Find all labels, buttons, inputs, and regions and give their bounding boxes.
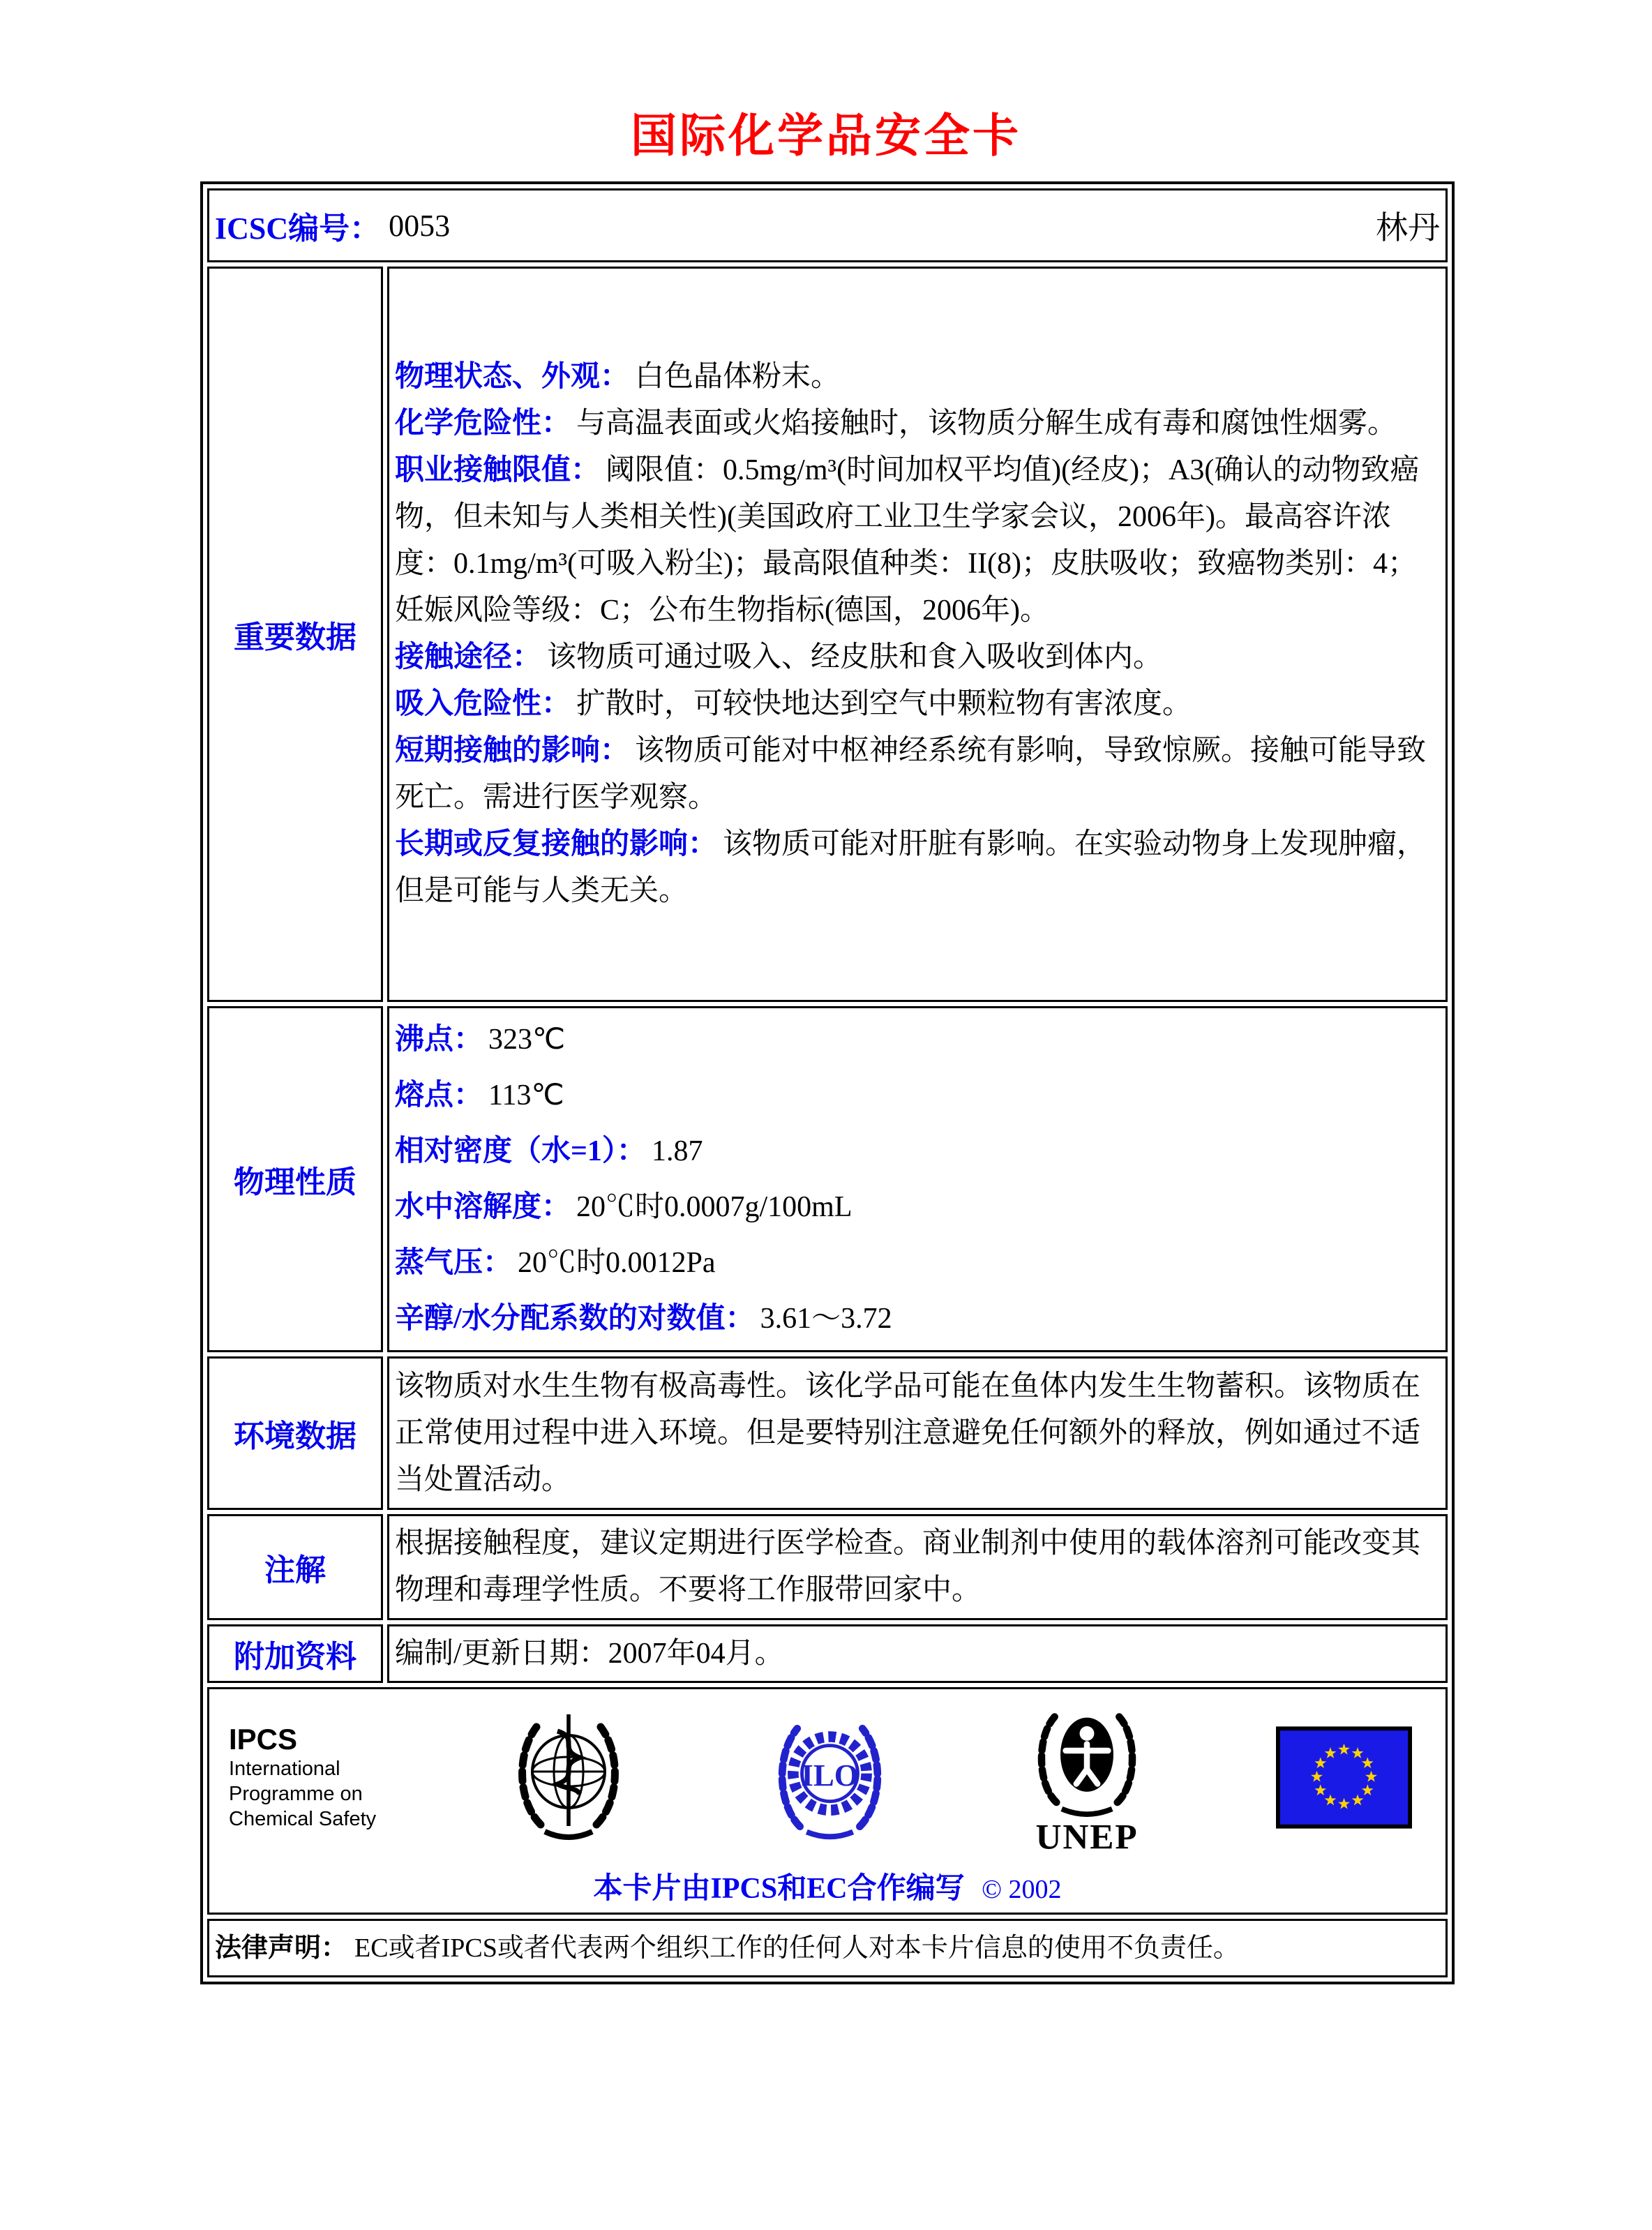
row-label-notes: 注解 — [207, 1514, 383, 1620]
field-label: 水中溶解度： — [395, 1191, 571, 1223]
who-emblem-icon — [499, 1707, 638, 1847]
field-label: 相对密度（水=1）： — [395, 1135, 646, 1167]
notes-text: 根据接触程度，建议定期进行医学检查。商业制剂中使用的载体溶剂可能改变其物理和毒理学性质。不要将工作服带回家中。 — [395, 1527, 1421, 1606]
icsc-table — [200, 181, 1455, 1984]
notes-content — [387, 1514, 1448, 1620]
icsc-header-row — [207, 188, 1448, 262]
field-label: 接触途径： — [395, 641, 542, 673]
field-text: 扩散时，可较快地达到空气中颗粒物有害浓度。 — [576, 688, 1192, 720]
field-label: 熔点： — [395, 1079, 483, 1112]
legal-text: EC或者IPCS或者代表两个组织工作的任何人对本卡片信息的使用不负责任。 — [354, 1933, 1240, 1963]
field-text: 3.61～3.72 — [760, 1303, 892, 1335]
data-line-occupational-limits — [395, 447, 1440, 634]
legal-row — [207, 1919, 1448, 1977]
organizations-row — [207, 1687, 1448, 1915]
field-label: 物理状态、外观： — [395, 361, 630, 393]
field-text: 与高温表面或火焰接触时，该物质分解生成有毒和腐蚀性烟雾。 — [576, 407, 1397, 440]
logo-strip — [215, 1695, 1440, 1855]
data-line-short-term-effects — [395, 728, 1440, 821]
eu-flag-icon — [1276, 1726, 1412, 1829]
data-line-octanol-water — [395, 1291, 1440, 1347]
row-label-physical-properties: 物理性质 — [207, 1006, 383, 1352]
ipcs-line2: Programme on — [229, 1783, 363, 1805]
data-line-inhalation-risk — [395, 681, 1440, 728]
legal-label: 法律声明： — [215, 1933, 348, 1963]
row-label-additional-info: 附加资料 — [207, 1624, 383, 1683]
environmental-data-content — [387, 1356, 1448, 1510]
additional-info-text: 编制/更新日期：2007年04月。 — [395, 1637, 784, 1670]
field-text: 该物质可通过吸入、经皮肤和食入吸收到体内。 — [547, 641, 1163, 673]
chemical-name: 林丹 — [1376, 210, 1440, 246]
field-text: 113℃ — [488, 1079, 564, 1112]
environmental-data-text: 该物质对水生生物有极高毒性。该化学品可能在鱼体内发生生物蓄积。该物质在正常使用过程中进入环境。但是要特别注意避免任何额外的释放，例如通过不适当处置活动。 — [395, 1370, 1421, 1496]
field-label: 职业接触限值： — [395, 454, 601, 486]
field-label: 短期接触的影响： — [395, 735, 630, 767]
ilo-emblem-icon — [762, 1709, 898, 1846]
ipcs-acronym: IPCS — [229, 1723, 298, 1756]
credit-text: 本卡片由IPCS和EC合作编写 — [593, 1873, 965, 1905]
ipcs-line3: Chemical Safety — [229, 1808, 377, 1830]
icsc-number-value: 0053 — [389, 208, 451, 243]
data-line-water-solubility — [395, 1179, 1440, 1235]
field-text: 20℃时0.0012Pa — [518, 1247, 716, 1279]
field-text: 1.87 — [651, 1135, 703, 1167]
data-line-vapor-pressure — [395, 1235, 1440, 1291]
field-label: 长期或反复接触的影响： — [395, 828, 718, 860]
page-title: 国际化学品安全卡 — [631, 111, 1021, 162]
ipcs-text-block — [229, 1723, 376, 1832]
field-text: 20℃时0.0007g/100mL — [576, 1191, 853, 1223]
field-text: 阈限值：0.5mg/m³(时间加权平均值)(经皮)；A3(确认的动物致癌物，但未知与人类相关性)(美国政府工业卫生学家会议，2006年)。最高容许浓度：0.1mg/m³(可吸入粉尘)；最高限值种类：II(8)；皮肤吸收；致癌物类别：4；妊娠风险等级：C；公布生物指标(德国，2006年)。 — [395, 454, 1420, 627]
data-line-relative-density — [395, 1123, 1440, 1179]
field-label: 化学危险性： — [395, 407, 571, 440]
ipcs-line1: International — [229, 1758, 340, 1780]
field-text: 该物质可能对肝脏有影响。在实验动物身上发现肿瘤，但是可能与人类无关。 — [395, 828, 1427, 907]
data-line-exposure-routes — [395, 634, 1440, 681]
field-label: 吸入危险性： — [395, 688, 571, 720]
field-text: 该物质可能对中枢神经系统有影响，导致惊厥。接触可能导致死亡。需进行医学观察。 — [395, 735, 1427, 814]
unep-letters: UNEP — [1035, 1817, 1139, 1855]
ilo-letters: ILO — [800, 1757, 859, 1793]
important-data-content — [387, 267, 1448, 1002]
credit-line — [215, 1865, 1440, 1907]
icsc-number-label: ICSC编号： — [215, 211, 381, 246]
field-text: 白色晶体粉末。 — [635, 361, 841, 393]
field-label: 沸点： — [395, 1024, 483, 1056]
unep-emblem-icon — [1021, 1699, 1153, 1855]
data-line-melting-point — [395, 1068, 1440, 1123]
physical-properties-content — [387, 1006, 1448, 1352]
data-line-boiling-point — [395, 1012, 1440, 1068]
data-line-physical-state — [395, 354, 1440, 401]
copyright-text: © 2002 — [982, 1875, 1062, 1904]
data-line-chemical-danger — [395, 401, 1440, 447]
field-text: 323℃ — [488, 1024, 566, 1056]
row-label-important-data: 重要数据 — [207, 267, 383, 1002]
data-line-long-term-effects — [395, 821, 1440, 915]
field-label: 蒸气压： — [395, 1247, 513, 1279]
field-label: 辛醇/水分配系数的对数值： — [395, 1303, 755, 1335]
row-label-environmental-data: 环境数据 — [207, 1356, 383, 1510]
additional-info-content — [387, 1624, 1448, 1683]
